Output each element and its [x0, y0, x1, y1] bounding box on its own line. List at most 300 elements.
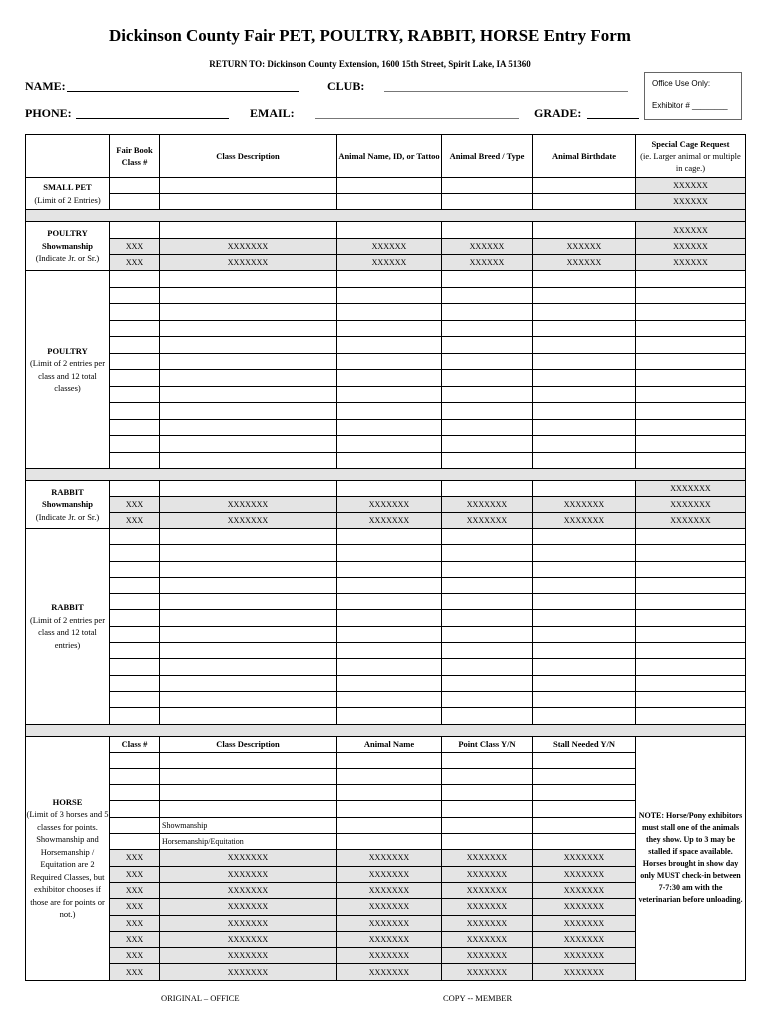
entry-cell[interactable] — [337, 452, 442, 469]
entry-cell[interactable] — [442, 222, 533, 239]
footer-copy: COPY -- MEMBER — [443, 993, 513, 1003]
entry-cell[interactable] — [533, 452, 636, 469]
entry-cell[interactable] — [337, 691, 442, 707]
entry-cell[interactable] — [110, 419, 160, 436]
entry-cell[interactable] — [110, 708, 160, 724]
entry-cell[interactable] — [636, 594, 746, 610]
table-row — [26, 452, 746, 469]
entry-cell[interactable] — [636, 610, 746, 626]
entry-cell[interactable] — [110, 222, 160, 239]
horse-header-stall-needed: Stall Needed Y/N — [533, 736, 636, 752]
entry-cell[interactable] — [337, 675, 442, 691]
entry-cell[interactable] — [160, 577, 337, 593]
table-row — [26, 513, 746, 529]
filled-cell: XXXXXXX — [160, 255, 337, 271]
entry-cell[interactable] — [533, 594, 636, 610]
filled-cell: XXXXXXX — [160, 513, 337, 529]
entry-cell[interactable] — [442, 561, 533, 577]
filled-cell: XXXXXXX — [160, 948, 337, 964]
table-row — [26, 481, 746, 497]
email-label: EMAIL: — [250, 106, 295, 120]
filled-cell — [26, 210, 746, 222]
entry-cell[interactable] — [442, 610, 533, 626]
entry-cell[interactable] — [160, 452, 337, 469]
entry-cell[interactable] — [636, 271, 746, 288]
entry-cell[interactable] — [110, 337, 160, 354]
entry-cell[interactable] — [533, 561, 636, 577]
section-poultry-showmanship — [26, 222, 110, 271]
entry-cell[interactable] — [442, 708, 533, 724]
filled-cell: XXXXXXX — [160, 497, 337, 513]
entry-cell[interactable] — [337, 643, 442, 659]
entry-cell[interactable] — [160, 403, 337, 420]
entry-cell[interactable] — [337, 817, 442, 833]
table-row — [26, 497, 746, 513]
entry-cell[interactable] — [110, 386, 160, 403]
entry-cell[interactable] — [636, 337, 746, 354]
entry-cell[interactable] — [160, 436, 337, 453]
filled-cell: XXX — [110, 513, 160, 529]
filled-cell: XXXXXXX — [442, 513, 533, 529]
office-use-box — [644, 72, 742, 120]
entry-cell[interactable] — [160, 561, 337, 577]
filled-cell: XXXXXXX — [160, 899, 337, 915]
filled-cell: XXX — [110, 239, 160, 255]
entry-cell[interactable] — [110, 320, 160, 337]
section-rabbit-showmanship — [26, 481, 110, 529]
table-row — [26, 675, 746, 691]
entry-cell[interactable] — [337, 419, 442, 436]
filled-cell: XXX — [110, 882, 160, 898]
entry-cell[interactable] — [636, 452, 746, 469]
entry-cell[interactable] — [337, 708, 442, 724]
entry-cell[interactable] — [110, 577, 160, 593]
entry-cell[interactable] — [160, 708, 337, 724]
entry-cell[interactable] — [442, 529, 533, 545]
filled-cell: XXXXXX — [533, 239, 636, 255]
entry-cell[interactable] — [442, 691, 533, 707]
entry-cell[interactable] — [337, 785, 442, 801]
entry-cell[interactable] — [160, 419, 337, 436]
entry-cell[interactable] — [442, 403, 533, 420]
entry-cell[interactable] — [442, 287, 533, 304]
entry-cell[interactable] — [636, 643, 746, 659]
section-label: (Indicate Jr. or Sr.) — [35, 253, 100, 264]
entry-cell[interactable] — [110, 178, 160, 194]
filled-cell: XXXXXX — [636, 194, 746, 210]
entry-cell[interactable] — [533, 610, 636, 626]
entry-cell[interactable] — [160, 370, 337, 387]
filled-cell: XXXXXXX — [533, 899, 636, 915]
entry-cell[interactable] — [442, 817, 533, 833]
entry-cell[interactable] — [533, 675, 636, 691]
entry-cell[interactable] — [110, 403, 160, 420]
entry-cell[interactable] — [337, 481, 442, 497]
entry-cell[interactable] — [533, 752, 636, 768]
entry-cell[interactable] — [160, 768, 337, 784]
entry-table — [25, 134, 746, 981]
entry-cell[interactable] — [442, 594, 533, 610]
filled-cell: XXX — [110, 915, 160, 931]
entry-cell[interactable] — [337, 545, 442, 561]
horse-header-class-number: Class # — [110, 736, 160, 752]
entry-cell[interactable] — [442, 643, 533, 659]
showmanship-class: Showmanship — [160, 817, 337, 833]
entry-cell[interactable] — [160, 752, 337, 768]
entry-cell[interactable] — [442, 834, 533, 850]
entry-cell[interactable] — [337, 610, 442, 626]
entry-cell[interactable] — [636, 436, 746, 453]
entry-cell[interactable] — [337, 287, 442, 304]
filled-cell: XXXXXXX — [636, 513, 746, 529]
section-label: (Indicate Jr. or Sr.) — [35, 511, 100, 522]
entry-cell[interactable] — [533, 545, 636, 561]
entry-cell[interactable] — [160, 626, 337, 642]
table-row — [26, 222, 746, 239]
entry-cell[interactable] — [442, 386, 533, 403]
entry-cell[interactable] — [110, 785, 160, 801]
filled-cell: XXXXXX — [337, 239, 442, 255]
filled-cell: XXXXXXX — [442, 899, 533, 915]
entry-cell[interactable] — [337, 834, 442, 850]
filled-cell: XXXXXXX — [533, 915, 636, 931]
header-special-cage — [636, 135, 746, 178]
entry-cell[interactable] — [110, 691, 160, 707]
filled-cell: XXXXXXX — [160, 915, 337, 931]
entry-cell[interactable] — [110, 545, 160, 561]
entry-cell[interactable] — [160, 194, 337, 210]
entry-cell[interactable] — [337, 659, 442, 675]
name-field[interactable] — [67, 91, 299, 92]
filled-cell: XXXXXXX — [337, 948, 442, 964]
entry-cell[interactable] — [160, 337, 337, 354]
phone-field[interactable] — [76, 118, 229, 119]
filled-cell: XXXXXXX — [337, 497, 442, 513]
entry-cell[interactable] — [442, 419, 533, 436]
entry-cell[interactable] — [533, 801, 636, 817]
entry-cell[interactable] — [337, 178, 442, 194]
entry-cell[interactable] — [533, 768, 636, 784]
entry-cell[interactable] — [533, 481, 636, 497]
entry-cell[interactable] — [636, 370, 746, 387]
entry-cell[interactable] — [337, 304, 442, 321]
entry-cell[interactable] — [160, 610, 337, 626]
entry-cell[interactable] — [442, 304, 533, 321]
table-row — [26, 194, 746, 210]
entry-cell[interactable] — [110, 271, 160, 288]
filled-cell: XXXXXXX — [442, 850, 533, 866]
entry-cell[interactable] — [442, 626, 533, 642]
filled-cell: XXX — [110, 948, 160, 964]
entry-cell[interactable] — [636, 659, 746, 675]
entry-cell[interactable] — [337, 752, 442, 768]
entry-cell[interactable] — [110, 287, 160, 304]
table-row — [26, 271, 746, 288]
entry-cell[interactable] — [636, 304, 746, 321]
entry-cell[interactable] — [160, 594, 337, 610]
entry-cell[interactable] — [110, 834, 160, 850]
entry-cell[interactable] — [636, 287, 746, 304]
entry-cell[interactable] — [160, 675, 337, 691]
entry-cell[interactable] — [337, 577, 442, 593]
entry-cell[interactable] — [636, 626, 746, 642]
entry-cell[interactable] — [160, 178, 337, 194]
entry-cell[interactable] — [442, 785, 533, 801]
filled-cell: XXXXXXX — [160, 850, 337, 866]
entry-cell[interactable] — [110, 304, 160, 321]
separator-row — [26, 724, 746, 736]
return-address: RETURN TO: Dickinson County Extension, 1600 15th Street, Spirit Lake, IA 51360 — [209, 59, 531, 69]
entry-cell[interactable] — [110, 801, 160, 817]
entry-cell[interactable] — [636, 529, 746, 545]
entry-cell[interactable] — [636, 675, 746, 691]
filled-cell: XXXXXXX — [160, 866, 337, 882]
filled-cell: XXXXXXX — [442, 931, 533, 947]
entry-cell[interactable] — [533, 708, 636, 724]
entry-cell[interactable] — [533, 436, 636, 453]
section-label: RABBIT — [51, 602, 84, 613]
entry-cell[interactable] — [160, 643, 337, 659]
entry-cell[interactable] — [533, 287, 636, 304]
horse-header-class-description: Class Description — [160, 736, 337, 752]
entry-cell[interactable] — [442, 801, 533, 817]
filled-cell: XXXXXXX — [533, 931, 636, 947]
section-label: HORSE — [52, 796, 83, 807]
entry-cell[interactable] — [533, 529, 636, 545]
filled-cell: XXXXXXX — [160, 882, 337, 898]
entry-cell[interactable] — [533, 194, 636, 210]
filled-cell: XXXXXX — [636, 239, 746, 255]
filled-cell: XXXXXX — [337, 255, 442, 271]
grade-field[interactable] — [587, 118, 639, 119]
entry-cell[interactable] — [110, 659, 160, 675]
entry-cell[interactable] — [533, 419, 636, 436]
entry-cell[interactable] — [533, 659, 636, 675]
entry-cell[interactable] — [160, 287, 337, 304]
filled-cell: XXXXXXX — [442, 948, 533, 964]
entry-cell[interactable] — [636, 353, 746, 370]
entry-cell[interactable] — [160, 529, 337, 545]
entry-cell[interactable] — [110, 529, 160, 545]
entry-cell[interactable] — [533, 222, 636, 239]
entry-cell[interactable] — [442, 752, 533, 768]
table-row — [26, 529, 746, 545]
entry-cell[interactable] — [442, 768, 533, 784]
entry-cell[interactable] — [337, 320, 442, 337]
section-label: Showmanship — [41, 499, 94, 510]
filled-cell: XXXXXX — [636, 255, 746, 271]
entry-cell[interactable] — [160, 320, 337, 337]
entry-cell[interactable] — [160, 545, 337, 561]
filled-cell: XXX — [110, 964, 160, 980]
table-row — [26, 545, 746, 561]
table-row — [26, 178, 746, 194]
entry-cell[interactable] — [337, 801, 442, 817]
table-row — [26, 320, 746, 337]
entry-cell[interactable] — [533, 320, 636, 337]
entry-cell[interactable] — [337, 403, 442, 420]
entry-cell[interactable] — [337, 436, 442, 453]
entry-cell[interactable] — [533, 577, 636, 593]
entry-cell[interactable] — [636, 545, 746, 561]
entry-cell[interactable] — [442, 194, 533, 210]
entry-cell[interactable] — [533, 403, 636, 420]
entry-cell[interactable] — [442, 178, 533, 194]
entry-cell[interactable] — [337, 370, 442, 387]
entry-cell[interactable] — [110, 817, 160, 833]
entry-cell[interactable] — [160, 222, 337, 239]
table-row — [26, 577, 746, 593]
entry-cell[interactable] — [442, 481, 533, 497]
entry-cell[interactable] — [533, 178, 636, 194]
filled-cell: XXXXXXX — [160, 964, 337, 980]
exhibitor-number: Exhibitor # ________ — [652, 101, 728, 110]
entry-cell[interactable] — [442, 545, 533, 561]
entry-cell[interactable] — [337, 386, 442, 403]
filled-cell: XXXXXXX — [442, 497, 533, 513]
entry-cell[interactable] — [533, 817, 636, 833]
entry-cell[interactable] — [442, 337, 533, 354]
filled-cell: XXXXXXX — [533, 882, 636, 898]
table-row — [26, 239, 746, 255]
horsemanship-class: Horsemanship/Equitation — [160, 834, 337, 850]
entry-cell[interactable] — [110, 610, 160, 626]
entry-cell[interactable] — [110, 675, 160, 691]
filled-cell: XXXXXXX — [337, 964, 442, 980]
entry-cell[interactable] — [110, 594, 160, 610]
table-row — [26, 255, 746, 271]
entry-cell[interactable] — [110, 436, 160, 453]
entry-cell[interactable] — [337, 561, 442, 577]
entry-cell[interactable] — [533, 337, 636, 354]
section-label: (Limit of 2 Entries) — [34, 194, 101, 205]
entry-cell[interactable] — [636, 403, 746, 420]
filled-cell: XXX — [110, 899, 160, 915]
filled-cell: XXXXXX — [636, 222, 746, 239]
filled-cell: XXXXXXX — [160, 931, 337, 947]
entry-cell[interactable] — [442, 659, 533, 675]
entry-cell[interactable] — [533, 304, 636, 321]
entry-cell[interactable] — [636, 419, 746, 436]
entry-cell[interactable] — [533, 691, 636, 707]
filled-cell: XXXXXXX — [533, 964, 636, 980]
filled-cell: XXXXXXX — [533, 866, 636, 882]
entry-cell[interactable] — [337, 768, 442, 784]
entry-cell[interactable] — [337, 626, 442, 642]
entry-cell[interactable] — [533, 370, 636, 387]
name-label: NAME: — [25, 79, 66, 93]
entry-cell[interactable] — [533, 643, 636, 659]
entry-cell[interactable] — [110, 370, 160, 387]
entry-cell[interactable] — [160, 386, 337, 403]
entry-cell[interactable] — [636, 708, 746, 724]
entry-cell[interactable] — [337, 353, 442, 370]
entry-cell[interactable] — [533, 626, 636, 642]
filled-cell: XXXXXXX — [337, 513, 442, 529]
entry-cell[interactable] — [533, 271, 636, 288]
table-row — [26, 610, 746, 626]
filled-cell: XXXXXXX — [337, 882, 442, 898]
entry-cell[interactable] — [110, 481, 160, 497]
entry-cell[interactable] — [442, 320, 533, 337]
entry-cell[interactable] — [160, 801, 337, 817]
entry-cell[interactable] — [533, 785, 636, 801]
table-row — [26, 403, 746, 420]
entry-cell[interactable] — [160, 304, 337, 321]
entry-cell[interactable] — [160, 353, 337, 370]
entry-cell[interactable] — [160, 659, 337, 675]
entry-cell[interactable] — [337, 594, 442, 610]
entry-cell[interactable] — [110, 768, 160, 784]
entry-cell[interactable] — [160, 691, 337, 707]
entry-cell[interactable] — [337, 271, 442, 288]
entry-cell[interactable] — [337, 529, 442, 545]
filled-cell: XXXXXXX — [442, 964, 533, 980]
entry-cell[interactable] — [442, 353, 533, 370]
entry-cell[interactable] — [636, 320, 746, 337]
header-animal-breed: Animal Breed / Type — [442, 135, 533, 178]
entry-cell[interactable] — [636, 577, 746, 593]
club-field[interactable] — [384, 91, 628, 92]
filled-cell: XXX — [110, 497, 160, 513]
filled-cell: XXXXXXX — [442, 866, 533, 882]
entry-cell[interactable] — [442, 675, 533, 691]
entry-cell[interactable] — [442, 271, 533, 288]
entry-cell[interactable] — [110, 452, 160, 469]
section-small-pet — [26, 178, 110, 210]
email-field[interactable] — [315, 118, 519, 119]
entry-cell[interactable] — [337, 222, 442, 239]
entry-cell[interactable] — [337, 337, 442, 354]
filled-cell: XXXXXXX — [636, 497, 746, 513]
entry-cell[interactable] — [533, 386, 636, 403]
entry-cell[interactable] — [533, 834, 636, 850]
cage-title: Special Cage Request — [651, 139, 730, 149]
entry-cell[interactable] — [442, 452, 533, 469]
entry-cell[interactable] — [442, 370, 533, 387]
entry-cell[interactable] — [160, 481, 337, 497]
entry-cell[interactable] — [533, 353, 636, 370]
form-title: Dickinson County Fair PET, POULTRY, RABBIT, HORSE Entry Form — [109, 26, 631, 45]
entry-cell[interactable] — [636, 561, 746, 577]
entry-cell[interactable] — [110, 752, 160, 768]
horse-header-animal-name: Animal Name — [337, 736, 442, 752]
footer-original: ORIGINAL – OFFICE — [161, 993, 240, 1003]
filled-cell: XXX — [110, 255, 160, 271]
section-label: Showmanship — [41, 240, 94, 251]
entry-cell[interactable] — [160, 785, 337, 801]
entry-cell[interactable] — [110, 643, 160, 659]
filled-cell: XXXXXXX — [337, 899, 442, 915]
section-label: POULTRY — [47, 345, 88, 356]
filled-cell: XXX — [110, 866, 160, 882]
entry-cell[interactable] — [442, 577, 533, 593]
entry-cell[interactable] — [110, 626, 160, 642]
entry-cell[interactable] — [110, 353, 160, 370]
entry-cell[interactable] — [337, 194, 442, 210]
grade-label: GRADE: — [534, 106, 582, 120]
entry-cell[interactable] — [636, 386, 746, 403]
section-label: (Limit of 2 entries per class and 12 total classes) — [29, 358, 106, 393]
entry-cell[interactable] — [110, 561, 160, 577]
separator-row — [26, 469, 746, 481]
header-animal-name: Animal Name, ID, or Tattoo — [337, 135, 442, 178]
filled-cell: XXXXXXX — [160, 239, 337, 255]
entry-cell[interactable] — [636, 691, 746, 707]
entry-cell[interactable] — [160, 271, 337, 288]
entry-cell[interactable] — [110, 194, 160, 210]
entry-cell[interactable] — [442, 436, 533, 453]
